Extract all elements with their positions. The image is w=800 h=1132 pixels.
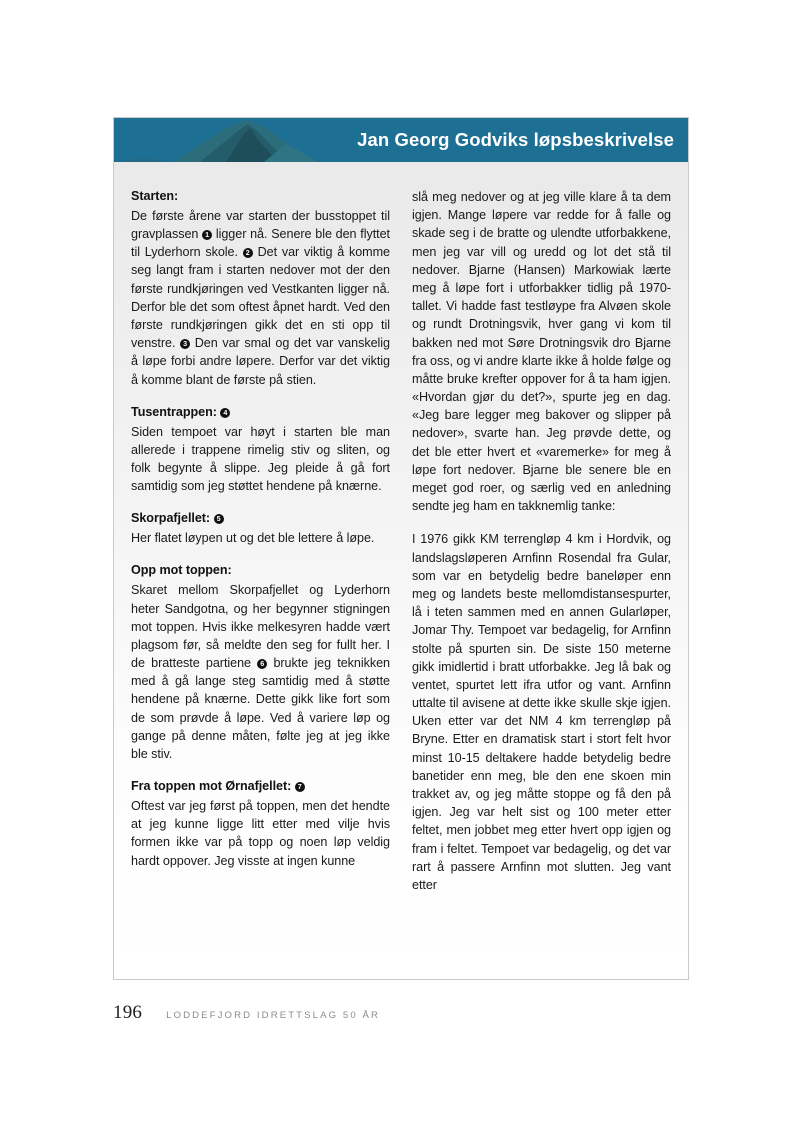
- section-tusentrappen: [131, 404, 390, 496]
- section-starten: [131, 188, 390, 389]
- body-paragraph: I 1976 gikk KM terrengløp 4 km i Hordvik, og landslagsløperen Arnfinn Rosendal fra Gular, som var en betydelig bedre baneløper enn meg og landets beste mellomdistansespurter, lå i teten sammen med en annen Gularløper, Jomar Thy. Tempoet var bedagelig, for Arnfinn stolte på spurten sin. De siste 150 meterne gikk imidlertid i bratt utforbakke. Jeg lå bak og ventet, spurtet lett ifra utfor og vant. Arnfinn uttalte til avisene at dette ikke skulle skje igjen. Uken etter var det NM 4 km terrengløp på Bryne. Etter en dramatisk start i stort felt hvor minst 10-15 deltakere hadde betydelig bedre banetider enn meg, ble den ene skoen min trakket av, og jeg måtte stoppe og få den på igjen. Jeg var helt sist og 100 meter etter feltet, men jobbet meg etter hvert opp igjen og fram i feltet. Tempoet var bedagelig, og det var rart å passere Arnfinn mot slutten. Jeg vant etter: [412, 532, 671, 892]
- section-skorpafjellet: [131, 510, 390, 547]
- map-marker-1: 1: [202, 230, 212, 240]
- map-marker-7: 7: [295, 782, 305, 792]
- map-marker-5: 5: [214, 514, 224, 524]
- section-heading: Fra toppen mot Ørnafjellet: 7: [131, 778, 390, 796]
- map-marker-4: 4: [220, 408, 230, 418]
- left-column: [131, 188, 390, 870]
- mountain-peak-photo: [114, 118, 374, 162]
- section-heading: Opp mot toppen:: [131, 563, 232, 578]
- footer-book-title: LODDEFJORD IDRETTSLAG 50 ÅR: [166, 1010, 381, 1021]
- article-container: [113, 117, 689, 980]
- article-title: Jan Georg Godviks løpsbeskrivelse: [357, 129, 674, 150]
- section-opp-mot-toppen: [131, 562, 390, 763]
- section-paragraph: Oftest var jeg først på toppen, men det hendte at jeg kunne ligge litt etter med vilje hvis formen ikke var på topp og noen løp veldig hardt oppover. Jeg visste at ingen kunne: [131, 799, 390, 868]
- section-paragraph: Skaret mellom Skorpafjellet og Lyderhorn heter Sandgotna, og her begynner stigningen mot toppen. Hvis ikke melkesyren hadde vært plagsom før, så meldte den seg for fullt her. I de bratteste partiene 6 brukte jeg teknikken med å gå lange steg samtidig med å støtte hendene på knærne. Dette gikk like fort som de som prøvde å løpe. Ved å variere løp og gange på denne måten, følte jeg at jeg ikke ble stiv.: [131, 583, 390, 761]
- body-paragraph: slå meg nedover og at jeg ville klare å ta dem igjen. Mange løpere var redde for å falle og skade seg i de bratte og ulendte utforbakkene, men jeg var vill og uredd og lot det stå til nedover. Bjarne (Hansen) Markowiak lærte meg å løpe fort i utforbakker tidlig på 1970-tallet. Vi hadde fast testløype fra Alvøen skole og rundt Drotningsvik, hver gang vi kom til bakken ned mot Søre Drotningsvik dro Bjarne fra oss, og vi andre klarte ikke å holde følge og måtte bruke krefter oppover for å ta ham igjen. «Hvordan gjør du det?», spurte jeg en dag. «Jeg bare legger meg bakover og slipper på nedover», svarte han. Jeg prøvde dette, og det ble etter hvert et «varemerke» for meg å løpe fort nedover. Bjarne ble senere ble en meget god roer, og særlig ved en anledning sendte jeg ham en takknemlig tanke:: [412, 190, 671, 514]
- section-heading: Starten:: [131, 189, 179, 203]
- page-number: 196: [113, 1002, 143, 1023]
- section-paragraph: Her flatet løypen ut og det ble lettere å løpe.: [131, 531, 375, 546]
- section-fra-toppen-mot-ornafjellet: [131, 778, 390, 870]
- page-footer: [113, 1002, 380, 1024]
- section-heading: Tusentrappen: 4: [131, 404, 390, 422]
- map-marker-3: 3: [180, 339, 190, 349]
- article-banner: [114, 118, 688, 162]
- map-marker-2: 2: [243, 248, 253, 258]
- article-body: [114, 162, 688, 904]
- map-marker-6: 6: [257, 659, 267, 669]
- right-column: [412, 188, 671, 894]
- section-paragraph: Siden tempoet var høyt i starten ble man allerede i trappene rimelig stiv og sliten, og folk begynte å slippe. Jeg pleide å gå fort samtidig som jeg støttet hendene på knærne.: [131, 424, 390, 494]
- two-column-layout: [131, 188, 670, 894]
- section-paragraph: De første årene var starten der busstoppet til gravplassen 1 ligger nå. Senere ble den flyttet til Lyderhorn skole. 2 Det var viktig å komme seg langt fram i starten nedover mot der den første rundkjøringen ved Vestkanten ligger nå. Derfor ble det som oftest åpnet hardt. Ved den første rundkjøringen gikk det en sti opp til venstre. 3 Den var smal og det var vanskelig å løpe forbi andre løpere. Derfor var det viktig å komme blant de første på stien.: [131, 208, 391, 387]
- section-heading: Skorpafjellet: 5: [131, 510, 390, 528]
